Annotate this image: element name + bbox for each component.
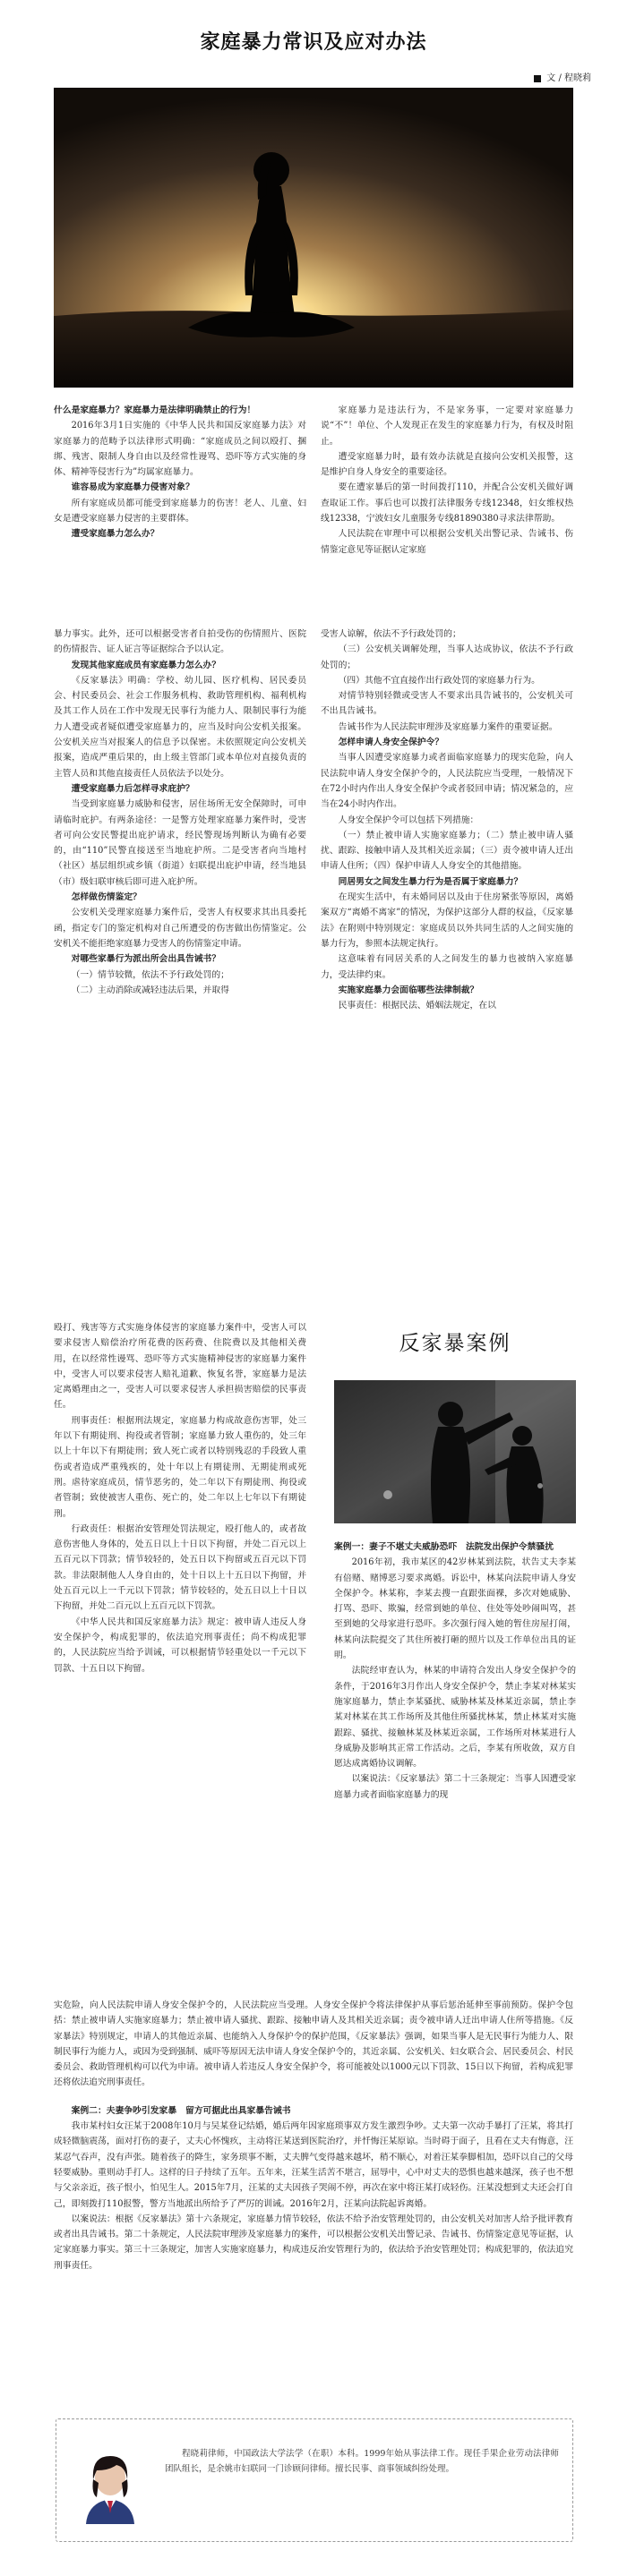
paragraph: 法院经审查认为，林某的申请符合发出人身安全保护令的条件，于2016年3月作出人身安全保护令，禁止李某对林某实施家庭暴力，禁止李某骚扰、威胁林某及林某近亲属，禁止李某对林某在其工作场所及其他住所骚扰林某，禁止林某对实施跟踪、骚扰、接触林某及林某近亲属，工作场所对林某进行人身威胁及影响其正常工作活动。之后，李某有所收敛，双方自愿达成离婚协议调解。 [334, 1666, 576, 1770]
heading-what-is-dv: 什么是家庭暴力？家庭暴力是法律明确禁止的行为！ [54, 405, 256, 415]
article-title: 家庭暴力常识及应对办法 [200, 30, 427, 54]
heading-injury-assessment: 怎样做伤情鉴定？ [71, 892, 142, 903]
case-section-heading: 反家暴案例 [399, 1332, 511, 1355]
avatar [72, 2444, 149, 2524]
black-square-icon [534, 75, 541, 82]
paragraph: 告诫书作为人民法院审理涉及家庭暴力案件的重要证据。 [338, 721, 558, 732]
case1-heading: 案例一：妻子不堪丈夫威胁恐吓 法院发出保护令禁骚扰 [334, 1542, 554, 1552]
heading-protection-order: 怎样申请人身安全保护令？ [338, 738, 444, 748]
paragraph: 行政责任：根据治安管理处罚法规定，殴打他人的，或者故意伤害他人身体的，处五日以上十日以下拘留，并处二百元以上五百元以下罚款；情节较轻的，处五日以下拘留或五百元以下罚款。非法限制他人人身自由的，处十日以上十五日以下拘留，并处五百元以上一千元以下罚款；情节较轻的，处五日以上十日以下拘留，并处二百元以上五百元以下罚款。 [54, 1523, 306, 1612]
author-portrait-photo [72, 2444, 149, 2524]
heading-shelter: 遭受家庭暴力后怎样寻求庇护？ [71, 783, 194, 794]
paragraph: 家庭暴力是违法行为，不是家务事，一定要对家庭暴力说“不”！单位、个人发现正在发生的家庭暴力行为，有权及时阻止。 [321, 405, 573, 447]
paragraph: 要在遭家暴后的第一时间拨打110，并配合公安机关做好调查取证工作。事后也可以拨打法律服务专线12348，妇女维权热线12338，宁波妇女儿童服务专线81890380寻求法律帮助。 [321, 482, 573, 525]
paragraph: 所有家庭成员都可能受到家庭暴力的伤害！老人、儿童、妇女是遭受家庭暴力侵害的主要群体。 [54, 498, 306, 525]
heading-what-to-do: 遭受家庭暴力怎么办？ [71, 529, 159, 540]
paragraph: 对情节特别轻微或受害人不要求出具告诫书的，公安机关可不出具告诫书。 [321, 691, 573, 717]
domestic-violence-illustration-photo [334, 1380, 576, 1523]
paragraph: 殴打、残害等方式实施身体侵害的家庭暴力案件中，受害人可以要求侵害人赔偿治疗所花费的医药费、住院费以及其他相关费用，在以经常性谩骂、恐吓等方式实施精神侵害的家庭暴力案件中，受害人可以要求侵害人赔礼道歉、恢复名誉，家庭暴力是法定离婚理由之一，受害人可以要求侵害人承担损害赔偿的民事责任。 [54, 1323, 306, 1411]
paragraph: （二）主动消除或减轻违法后果，并取得 [71, 985, 229, 995]
paragraph: 遭受家庭暴力时，最有效办法就是直接向公安机关报警，这是维护自身人身安全的重要途径。 [321, 451, 573, 478]
paragraph: 暴力事实。此外，还可以根据受害者自拍受伤的伤情照片、医院的伤情报告、证人证言等证据综合予以认定。 [54, 629, 306, 655]
section1-left-column [54, 403, 306, 542]
case2-heading: 案例二：夫妻争吵引发家暴 留方可据此出具家暴告诫书 [71, 2105, 291, 2116]
silhouette-woman-sitting-sunset-photo [54, 88, 573, 388]
section1-right-column [321, 403, 573, 558]
paragraph: （四）其他不宜直接作出行政处罚的家庭暴力行为。 [338, 675, 540, 686]
paragraph: 当事人因遭受家庭暴力或者面临家庭暴力的现实危险，向人民法院申请人身安全保护令的，人民法院应当受理，一般情况下在72小时内作出人身安全保护令或者驳回申请；情况紧急的，应当在24小时内作出。 [321, 753, 573, 810]
heading-sanctions: 实施家庭暴力会面临哪些法律制裁？ [338, 985, 479, 995]
paragraph: 这意味着有同居关系的人之间发生的暴力也被纳入家庭暴力，受法律约束。 [321, 954, 573, 980]
paragraph: 实危险，向人民法院申请人身安全保护令的，人民法院应当受理。人身安全保护令将法律保护从事后惩治延伸至事前预防。保护令包括：禁止被申请人实施家庭暴力；禁止被申请人骚扰、跟踪、接触申请人及其相关近亲属；责令被申请人迁出申请人住所等措施。《反家暴法》特别规定，申请人的其他近亲属、也能纳入人身保护令的保护范围，《反家暴法》强调，如果当事人是无民事行为能力人、限制民事行为能力人，或因为受到强制、威吓等原因无法申请人身安全保护令的，其近亲属、公安机关、妇女联合会、居民委员会、村民委员会、救助管理机构可以代为申请。被申请人若违反人身安全保护令，将可能被处以1000元以下罚款、15日以下拘留，若构成犯罪还将依法追究刑事责任。 [54, 2000, 573, 2088]
paragraph: （三）公安机关调解处理，当事人达成协议，依法不予行政处罚的； [321, 644, 573, 670]
paragraph: 2016年初，我市某区的42岁林某到法院，状告丈夫李某有倍赌、赌博恶习要求离婚。诉讼中，林某向法院申请人身安全保护令。林某称，李某去搜一直跟张面裸，多次对她威胁、打骂、恐吓、欺骗，经常到她的单位、住处等处吵闹叫骂，甚至到她的父母家进行恐吓。多次强行闯入她的暂住房屋打闹，林某向法院提交了其住所被打砸的照片以及工作单位出具的证明。 [334, 1557, 576, 1661]
section3-right-column [334, 1540, 576, 1803]
paragraph: 民事责任：根据民法、婚姻法规定，在以 [338, 1001, 496, 1011]
paragraph: （一）禁止被申请人实施家庭暴力；（二）禁止被申请人骚扰、跟踪、接触申请人及其相关近亲属；（三）责令被申请人迁出申请人住所；（四）保护申请人人身安全的其他措施。 [321, 830, 573, 872]
heading-who-victims: 谁容易成为家庭暴力侵害对象？ [71, 482, 194, 493]
paragraph: 在现实生活中，有未婚同居以及由于住房紧张等原因，离婚案双方“离婚不离家”的情况，为保护这部分人群的权益，《反家暴法》在附则中特别规定：家庭成员以外共同生活的人之间实施的暴力行为，参照本法规定执行。 [321, 892, 573, 949]
paragraph: （一）情节较微，依法不予行政处罚的； [71, 969, 229, 980]
section2-right-column [321, 627, 573, 1013]
section2-left-column [54, 627, 306, 998]
paragraph: 《反家暴法》明确：学校、幼儿园、医疗机构、居民委员会、村民委员会、社会工作服务机构、救助管理机构、福利机构及其工作人员在工作中发现无民事行为能力人、限制民事行为能力人遭受或者疑似遭受家庭暴力的，应当及时向公安机关报案。公安机关应当对报案人的信息予以保密。未依照规定向公安机关报案，造成严重后果的，由上级主管部门或本单位对直接负责的主管人员和其他直接责任人员依法予以处分。 [54, 675, 306, 779]
hero-photo [54, 88, 573, 388]
paragraph: 以案说法：根据《反家暴法》第十六条规定，家庭暴力情节较轻，依法不给予治安管理处罚的，由公安机关对加害人给予批评教育或者出具告诫书。第二十条规定，人民法院审理涉及家庭暴力的案件，可以根据公安机关出警记录、告诫书、伤情鉴定意见等证据，认定家庭暴力事实。第三十三条规定，加害人实施家庭暴力，构成违反治安管理行为的，依法给予治安管理处罚；构成犯罪的，依法追究刑事责任。 [54, 2213, 573, 2271]
byline-text: 文 / 程晓莉 [546, 73, 591, 83]
heading-report-others: 发现其他家庭成员有家庭暴力怎么办？ [71, 660, 221, 670]
paragraph: 受害人谅解，依法不予行政处罚的； [321, 629, 461, 639]
byline [534, 70, 591, 83]
section4-full-width [54, 1998, 573, 2273]
paragraph: 公安机关受理家庭暴力案件后，受害人有权要求其出具委托函，指定专门的鉴定机构对自己所遭受的伤害做出伤情鉴定。公安机关不能拒绝家庭暴力受害人的伤情鉴定申请。 [54, 908, 306, 949]
paragraph: 人民法院在审理中可以根据公安机关出警记录、告诫书、伤情鉴定意见等证据认定家庭 [321, 529, 573, 555]
paragraph: 刑事责任：根据刑法规定，家庭暴力构成故意伤害罪，处三年以下有期徒刑、拘役或者管制；家庭暴力致人重伤的，处三年以上十年以下有期徒刑；致人死亡或者以特别残忍的手段致人重伤或者造成严重残疾的，处十年以上有期徒刑、无期徒刑或死刑。虐待家庭成员，情节恶劣的，处二年以下有期徒刑、拘役或者管制；致使被害人重伤、死亡的，处二年以上七年以下有期徒刑。 [54, 1415, 306, 1519]
case-photo [334, 1380, 576, 1523]
author-bio-text: 程晓莉律师，中国政法大学法学（在职）本科。1999年始从事法律工作。现任手果企业劳动法律师团队组长，是余姚市妇联同一门诊顾问律师。擅长民事、商事领域纠纷处理。 [165, 2449, 559, 2474]
heading-cohabitation: 同居男女之间发生暴力行为是否属于家庭暴力？ [338, 876, 523, 887]
section3-left-column [54, 1320, 306, 1676]
paragraph: 2016年3月1日实施的《中华人民共和国反家庭暴力法》对家庭暴力的范畴予以法律形式明确：“家庭成员之间以殴打、捆绑、残害、限制人身自由以及经常性谩骂、恐吓等方式实施的身体、精神等侵害行为”均属家庭暴力。 [54, 421, 306, 478]
paragraph: 我市某村妇女汪某于2008年10月与吴某登记结婚，婚后两年因家庭琐事双方发生激烈争吵。丈夫第一次动手暴打了汪某，将其打成轻微脑震荡，面对打伤的妻子，丈夫心怀愧疚，主动将汪某送到医院治疗，并忏悔汪某原谅。当时碍于面子，且看在丈夫有悔意，汪某忍气吞声，没有声张。随着孩子的降生，家务琐事不断，丈夫脾气变得越来越坏，稍不顺心，对着汪某拳脚相加，恐吓以自己的父母轻要威胁。重则动手打人。这样的日子持续了五年。五年来，汪某生活苦不堪言，屈辱中，心中对丈夫的恐惧也越来越深，孩子也不想与父亲亲近，孩子恨小，怕见生人。2015年7月，汪某的丈夫因孩子哭闹不停，再次在家中将汪某打成轻伤。汪某没想到丈夫还会打自己，即刻拨打110报警，警方当地派出所给予了严厉的训诫。2016年2月，汪某向法院起诉离婚。 [54, 2121, 573, 2209]
heading-warning-letter: 对哪些家暴行为派出所会出具告诫书？ [71, 954, 221, 965]
paragraph: 《中华人民共和国反家庭暴力法》规定：被申请人违反人身安全保护令，构成犯罪的，依法追究刑事责任；尚不构成犯罪的，人民法院应当给予训诫，可以根据情节轻重处以一千元以下罚款、十五日以下拘留。 [54, 1616, 306, 1674]
paragraph: 当受到家庭暴力威胁和侵害，居住场所无安全保障时，可申请临时庇护。有两条途径：一是警方处理家庭暴力案件时，受害者可向公安民警提出庇护请求，经民警现场判断认为确有必要的，由“110”民警直接送至当地庇护所。二是受害者向当地村（社区）基层组织或乡镇（街道）妇联提出庇护申请，经当地县（市）级妇联审核后即可进入庇护所。 [54, 799, 306, 887]
paragraph: 以案说法：《反家暴法》第二十三条规定：当事人因遭受家庭暴力或者面临家庭暴力的现 [334, 1774, 576, 1800]
paragraph: 人身安全保护令可以包括下列措施： [338, 815, 479, 825]
